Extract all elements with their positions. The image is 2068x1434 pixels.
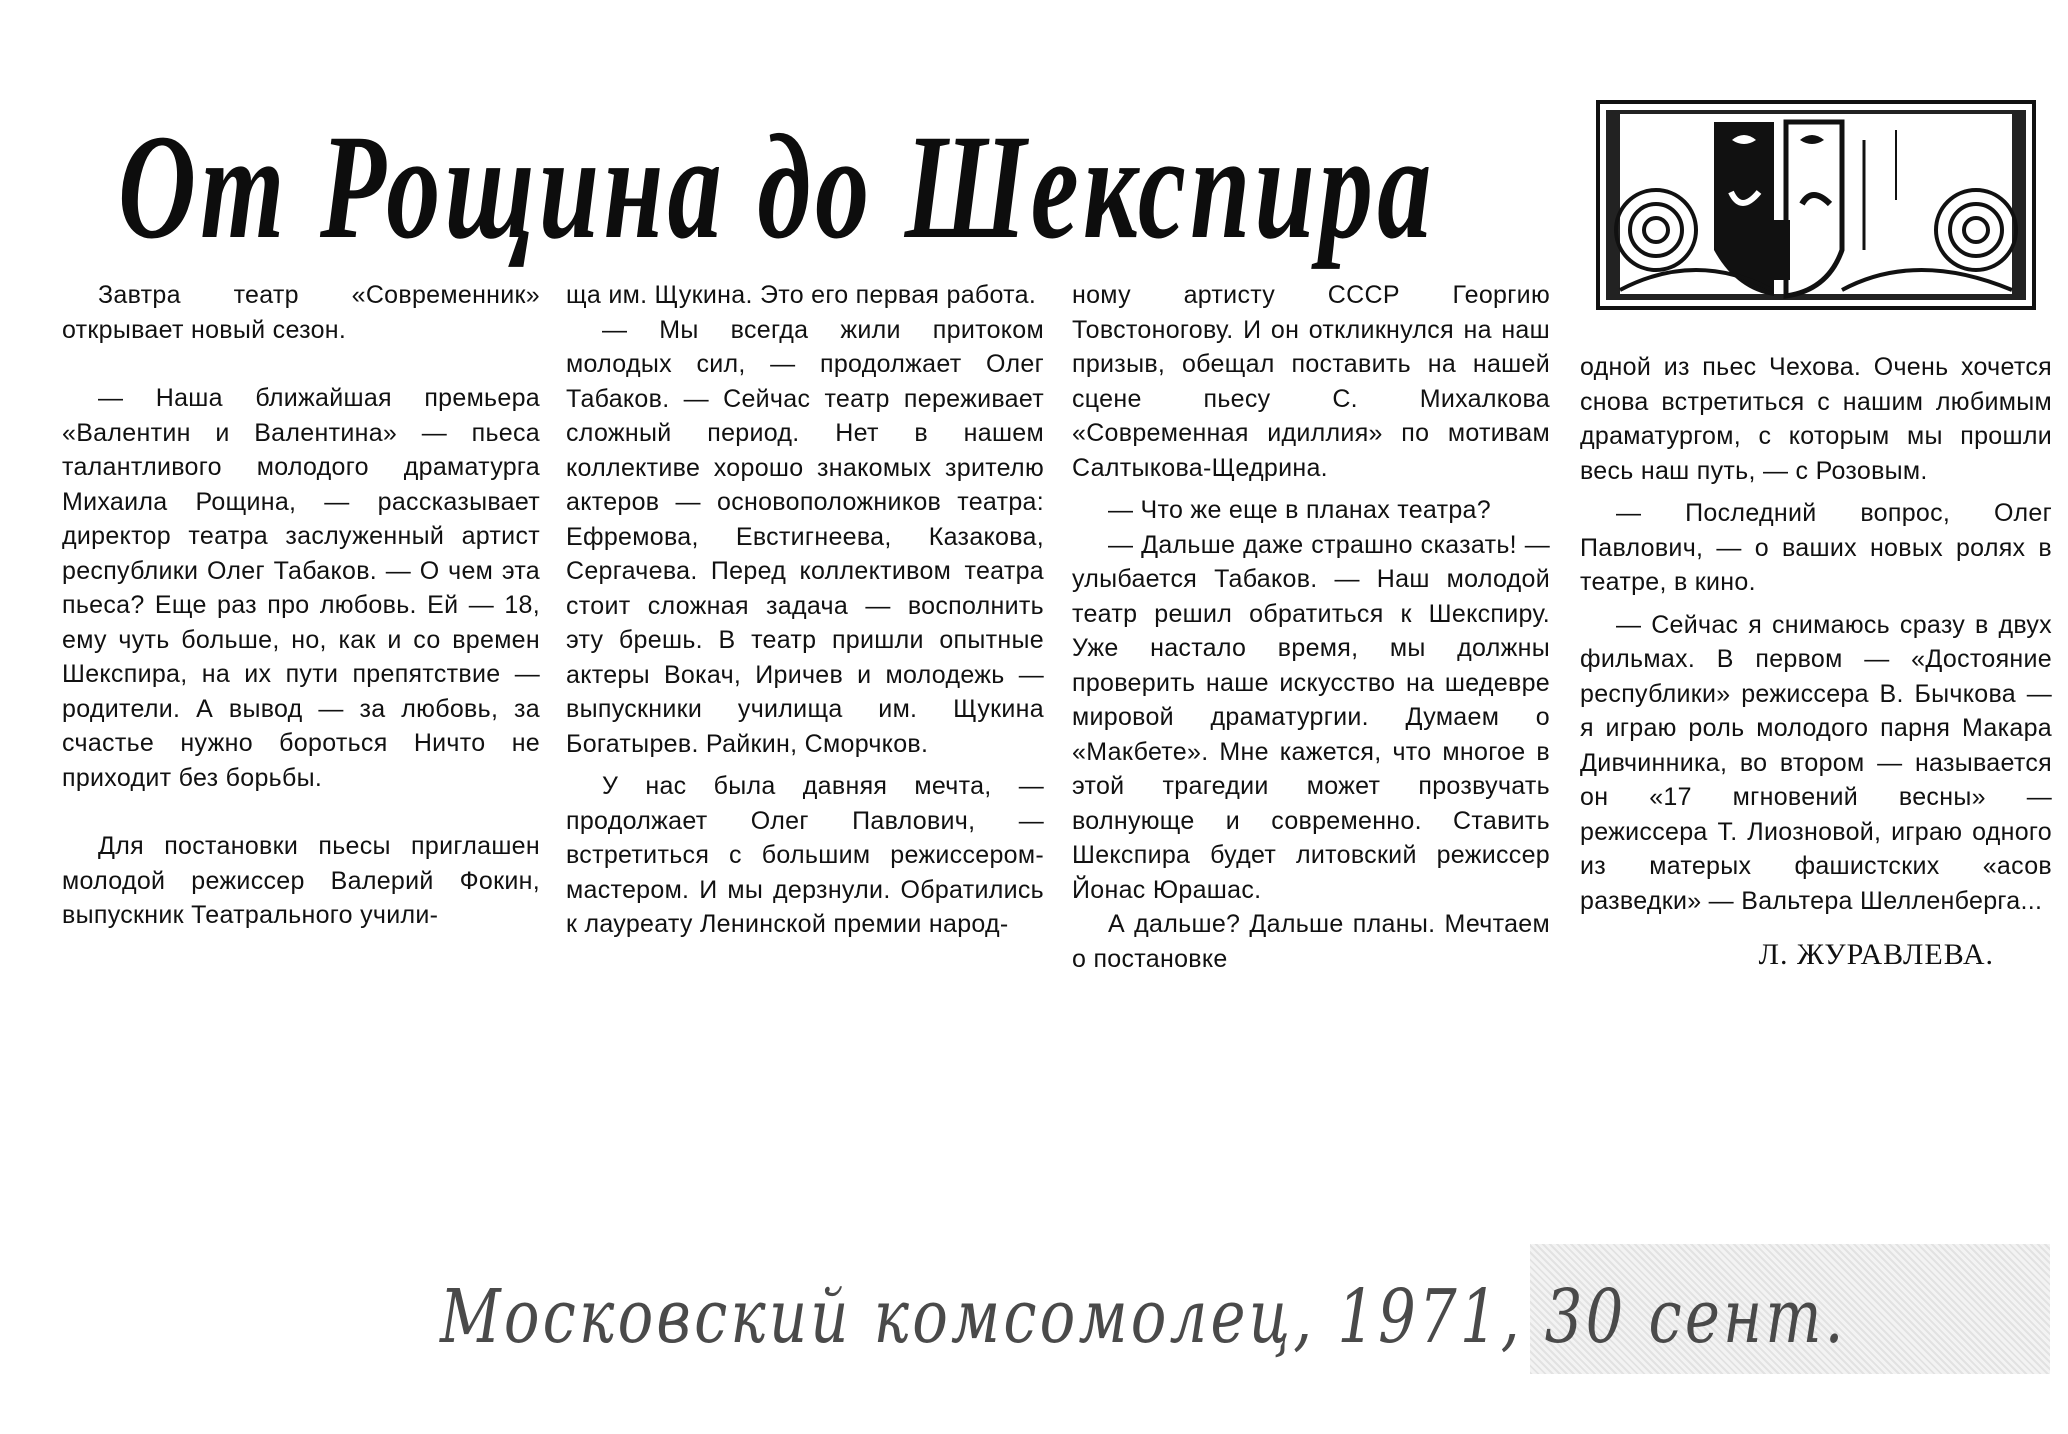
- paragraph: ща им. Щукина. Это его первая работа.: [566, 281, 1037, 309]
- paragraph: — Сейчас я снимаюсь сразу в двух фильмах. В первом — «Достояние республики» режиссера В. Бычкова — я играю роль молодого парня Макара Дивчинника, во втором — называется он «17 мгновений весны» — режиссера Т. Лиозновой, играю одного из матерых фашистских «асов разведки» — Вальтера Шелленберга...: [1580, 610, 2052, 915]
- paragraph: — Что же еще в планах театра?: [1108, 496, 1491, 524]
- paragraph: А дальше? Дальше планы. Мечтаем о постановке: [1072, 910, 1550, 973]
- paragraph: У нас была давняя мечта, — продолжает Олег Павлович, — встретиться с большим режиссером-мастером. И мы дерзнули. Обратились к лауреату Ленинской премии народ-: [566, 772, 1044, 938]
- paragraph: одной из пьес Чехова. Очень хочется снова встретиться с нашим любимым драматургом, с которым мы прошли весь наш путь, — с Розовым.: [1580, 353, 2052, 485]
- article-title: От Рощина до Шекспира: [118, 104, 1436, 270]
- handwritten-source-note: Московский комсомолец, 1971, 30 сент.: [440, 1274, 1847, 1360]
- author-byline: Л. ЖУРАВЛЕВА.: [1758, 938, 1994, 971]
- paragraph: ному артисту СССР Георгию Товстоногову. И он откликнулся на наш призыв, обещал поставить на нашей сцене пьесу С. Михалкова «Современная идиллия» по мотивам Салтыкова-Щедрина.: [1072, 281, 1550, 482]
- paragraph: — Мы всегда жили притоком молодых сил, — продолжает Олег Табаков. — Сейчас театр переживает сложный период. Нет в нашем коллективе хорошо знакомых зрителю актеров — основоположников театра: Ефремова, Евстигнеева, Казакова, Сергачева. Перед коллективом театра стоит сложная задача — восполнить эту брешь. В театр пришли опытные актеры Вокач, Иричев и молодежь — выпускники училища им. Щукина Богатырев. Райкин, Сморчков.: [566, 315, 1044, 758]
- article-column-4: [1580, 350, 2052, 973]
- paragraph: Завтра театр «Современник» открывает новый сезон.: [62, 281, 540, 344]
- article-column-2: [566, 278, 1044, 942]
- paragraph: — Наша ближайшая премьера «Валентин и Валентина» — пьеса талантливого молодого драматурга Михаила Рощина, — рассказывает директор театра заслуженный артист республики Олег Табаков. — О чем эта пьеса? Еще раз про любовь. Ей — 18, ему чуть больше, но, как и со времен Шекспира, на их пути препятствие — родители. А вывод — за любовь, за счастье нужно бороться Ничто не приходит без борьбы.: [62, 384, 540, 792]
- paragraph: — Дальше даже страшно сказать! — улыбается Табаков. — Наш молодой театр решил обратиться к Шекспиру. Уже настало время, мы должны проверить наше искусство на шедевре мировой драматургии. Думаем о «Макбете». Мне кажется, что многое в этой трагедии может прозвучать волнующе и современно. Ставить Шекспира будет литовский режиссер Йонас Юрашас.: [1072, 530, 1550, 904]
- article-column-3: [1072, 278, 1550, 976]
- paragraph: Для постановки пьесы приглашен молодой режиссер Валерий Фокин, выпускник Театрального учили-: [62, 832, 540, 929]
- paragraph: — Последний вопрос, Олег Павлович, — о ваших новых ролях в театре, в кино.: [1580, 499, 2052, 596]
- article-column-1: [62, 278, 540, 933]
- theatre-masks-icon: [1596, 100, 2036, 310]
